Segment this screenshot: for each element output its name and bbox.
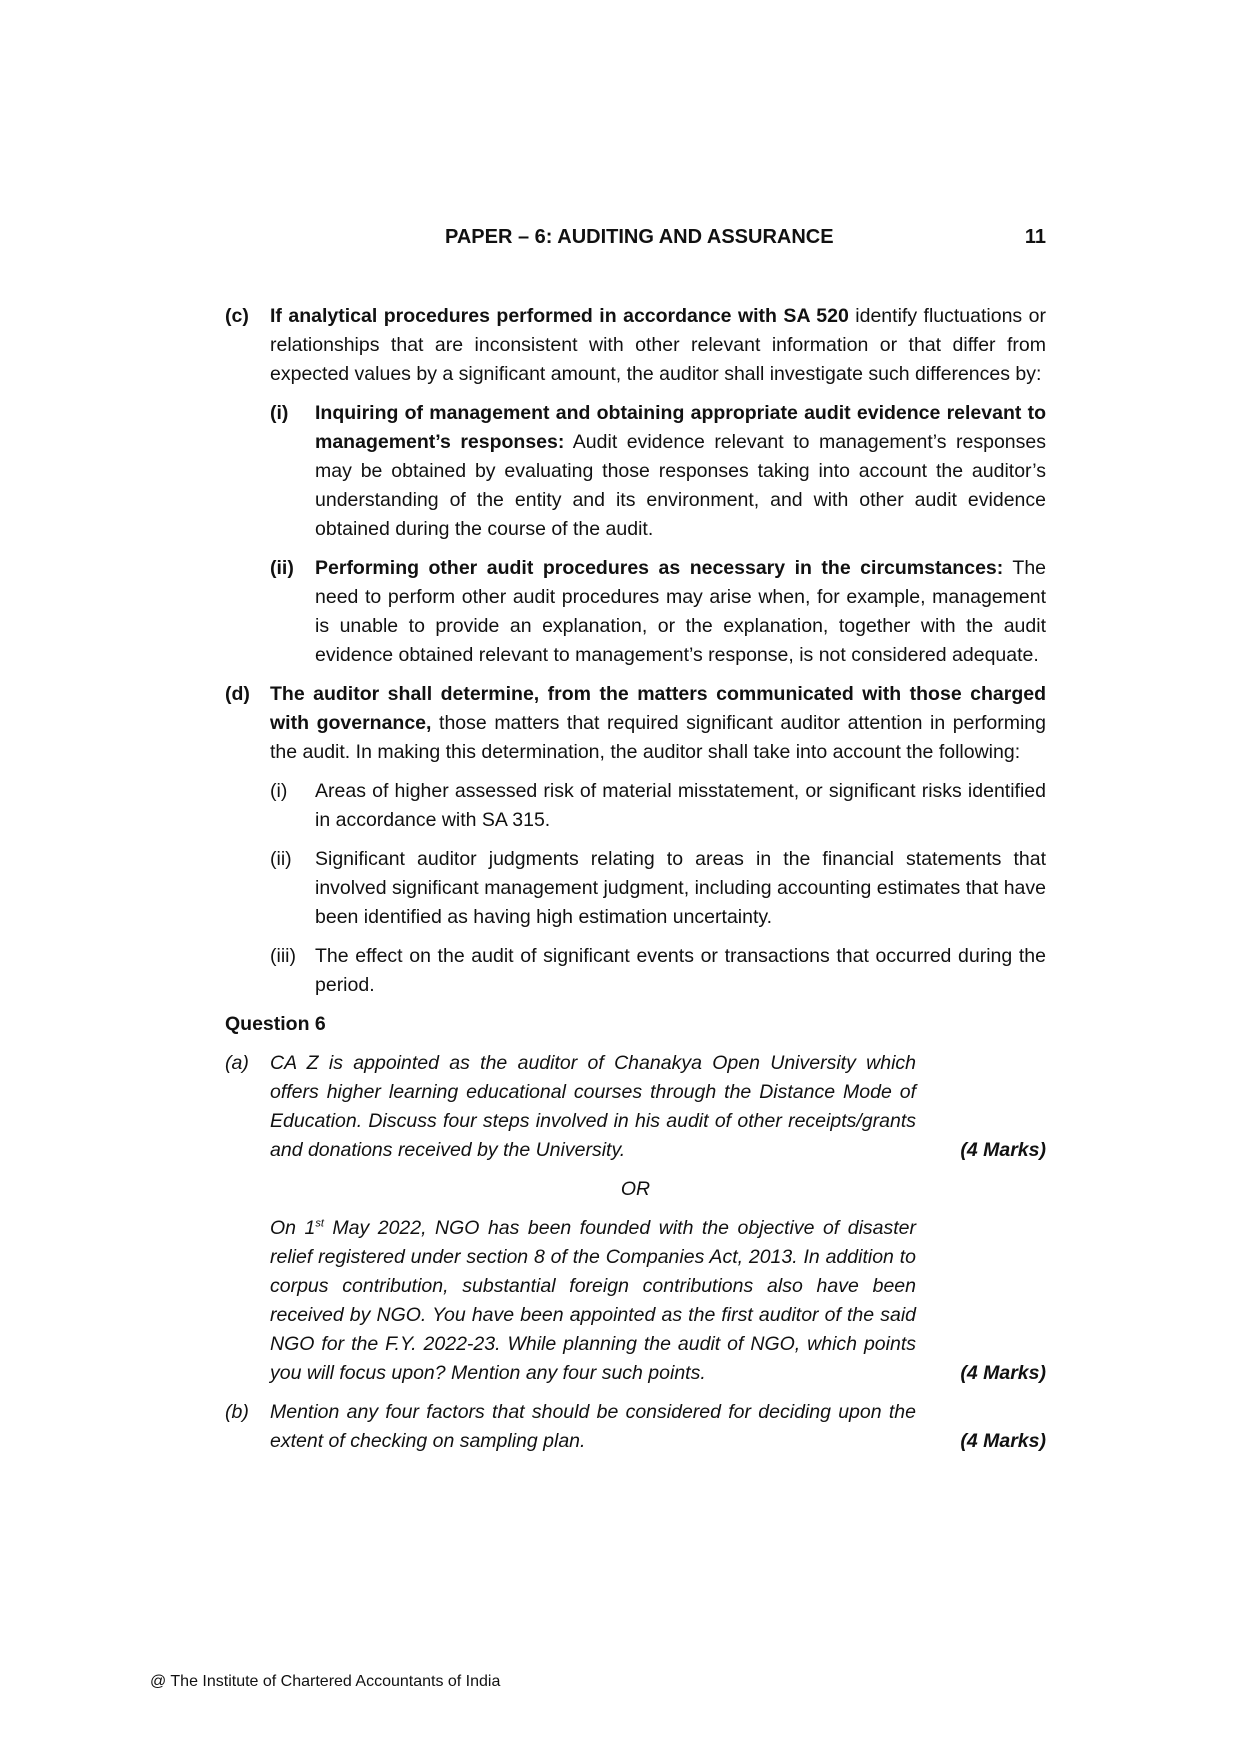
sub-item-label: (ii) bbox=[270, 557, 294, 579]
sub-item bbox=[270, 777, 1046, 835]
item-label: (c) bbox=[225, 305, 249, 327]
sub-item bbox=[270, 399, 1046, 544]
sub-item-text: Significant auditor judgments relating to areas in the financial statements that involved significant management judgment, including accounting estimates that have been identified as having high estimation uncertainty. bbox=[315, 848, 1046, 928]
item-label: (d) bbox=[225, 683, 250, 705]
item-c-subs bbox=[225, 399, 1046, 670]
question-alt-body: May 2022, NGO has been founded with the objective of disaster relief registered under section 8 of the Companies Act, 2013. In addition to corpus contribution, substantial foreign contributions also have been received by NGO. You have been appointed as the first auditor of the said NGO for the F.Y. 2022-23. While planning the audit of NGO, which points you will focus upon? Mention any four such points. bbox=[270, 1217, 916, 1384]
question-b-text bbox=[270, 1398, 1046, 1456]
sub-item-text bbox=[315, 554, 1046, 670]
sub-item-label: (i) bbox=[270, 402, 289, 424]
item-d-subs bbox=[225, 777, 1046, 1000]
sub-item-body: Audit evidence relevant to management’s responses may be obtained by evaluating those responses taking into account the auditor’s understanding of the entity and its environment, and with other audit evidence obtained during the course of the audit. bbox=[315, 431, 1046, 540]
question-a-body: CA Z is appointed as the auditor of Chanakya Open University which offers higher learning educational courses through the Distance Mode of Education. Discuss four steps involved in his audit of other receipts/grants and donations received by the University. bbox=[270, 1052, 916, 1161]
question-alt bbox=[225, 1214, 1046, 1388]
document-body bbox=[225, 302, 1046, 1456]
question-a bbox=[225, 1049, 1046, 1165]
item-c-lead: If analytical procedures performed in accordance with SA 520 bbox=[270, 305, 849, 327]
sub-item-text bbox=[315, 399, 1046, 544]
question-label: (a) bbox=[225, 1052, 249, 1074]
sub-item-lead: Inquiring of management and obtaining appropriate audit evidence relevant to management’s responses: bbox=[315, 402, 1046, 453]
marks-badge: (4 Marks) bbox=[960, 1362, 1046, 1384]
question-b bbox=[225, 1398, 1046, 1456]
marks-badge: (4 Marks) bbox=[960, 1139, 1046, 1161]
or-separator: OR bbox=[620, 1178, 651, 1200]
sub-item-lead: Performing other audit procedures as necessary in the circumstances: bbox=[315, 557, 1004, 579]
item-d bbox=[225, 680, 1046, 767]
sub-item-text: Areas of higher assessed risk of material misstatement, or significant risks identified in accordance with SA 315. bbox=[315, 780, 1046, 831]
page-number: 11 bbox=[1024, 226, 1046, 248]
item-c bbox=[225, 302, 1046, 389]
question-a-text bbox=[270, 1049, 1046, 1165]
marks-badge: (4 Marks) bbox=[960, 1430, 1046, 1452]
item-d-text bbox=[270, 680, 1046, 767]
question-alt-text bbox=[270, 1214, 1046, 1388]
sub-item bbox=[270, 554, 1046, 670]
page-title: PAPER – 6: AUDITING AND ASSURANCE bbox=[445, 226, 834, 248]
sub-item-label: (i) bbox=[270, 780, 288, 802]
sub-item-body: The need to perform other audit procedures may arise when, for example, management is unable to provide an explanation, or the explanation, together with the audit evidence obtained relevant to management’s response, is not considered adequate. bbox=[315, 557, 1047, 666]
page-footer: @ The Institute of Chartered Accountants of India bbox=[150, 1673, 501, 1690]
question-alt-pre: On 1 bbox=[270, 1217, 316, 1239]
sub-item-text: The effect on the audit of significant events or transactions that occurred during the period. bbox=[315, 945, 1046, 996]
question-b-body: Mention any four factors that should be considered for deciding upon the extent of checking on sampling plan. bbox=[270, 1401, 916, 1452]
item-d-lead: The auditor shall determine, from the matters communicated with those charged with governance, bbox=[270, 683, 1046, 734]
item-c-body: identify fluctuations or relationships that are inconsistent with other relevant information or that differ from expected values by a significant amount, the auditor shall investigate such differences by: bbox=[270, 305, 1046, 385]
page-header bbox=[225, 226, 1046, 254]
item-c-text bbox=[270, 302, 1046, 389]
sub-item-label: (iii) bbox=[270, 945, 296, 967]
sub-item bbox=[270, 845, 1046, 932]
question-label: (b) bbox=[225, 1401, 249, 1423]
sub-item bbox=[270, 942, 1046, 1000]
sub-item-label: (ii) bbox=[270, 848, 292, 870]
question-heading: Question 6 bbox=[225, 1013, 326, 1035]
ordinal-suffix: st bbox=[315, 1217, 324, 1230]
question-alt-wrap bbox=[270, 1214, 1046, 1388]
item-d-body: those matters that required significant auditor attention in performing the audit. In making this determination, the auditor shall take into account the following: bbox=[270, 712, 1046, 763]
